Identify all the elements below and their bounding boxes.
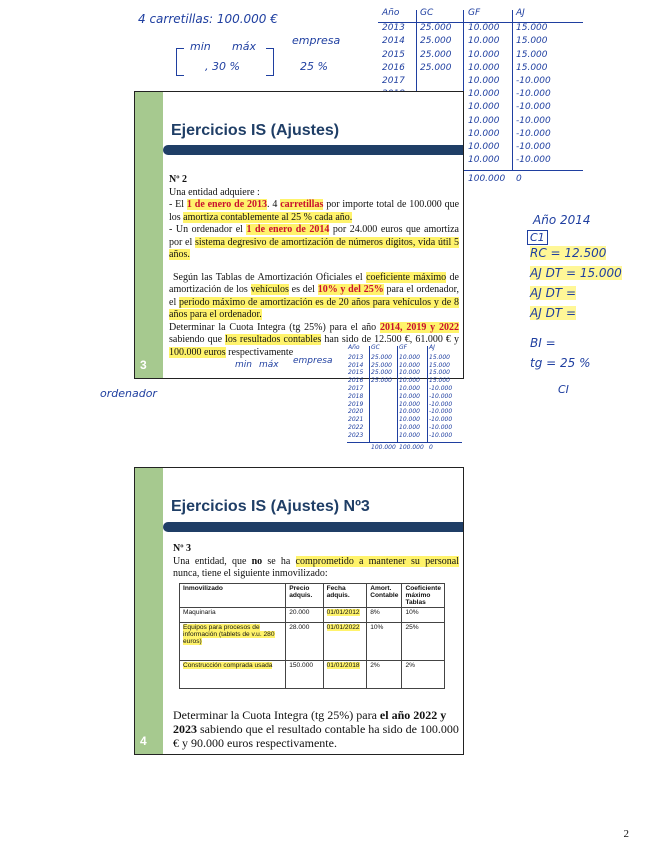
hw-max-label: máx bbox=[232, 40, 256, 53]
table-cell: 2% bbox=[367, 661, 402, 689]
hw-table-cell: -10.000 bbox=[516, 155, 551, 166]
table-header: Inmovilizado bbox=[180, 584, 286, 608]
table-cell: 150.000 bbox=[286, 661, 323, 689]
hw-table-cell: 15.000 bbox=[516, 62, 548, 73]
hw-table-cell: 15.000 bbox=[429, 361, 450, 369]
hw-table-header: AJ bbox=[516, 8, 525, 18]
hw-table-cell: 10.000 bbox=[399, 416, 420, 424]
hw-table-cell: 2016 bbox=[348, 377, 364, 385]
table-row bbox=[180, 623, 445, 661]
hw-table-cell: 10.000 bbox=[468, 62, 500, 73]
hw-table-cell: -10.000 bbox=[516, 115, 551, 126]
table-cell: Equipos para procesos de información (tablets de v.u. 280 euros) bbox=[180, 623, 286, 661]
bullet-carretillas: - El 1 de enero de 2013. 4 carretillas por importe total de 100.000 que los amortiza contablemente al 25 % cada año. bbox=[169, 199, 460, 223]
slide4-intro bbox=[173, 543, 459, 581]
hw-carretillas-header: 4 carretillas: 100.000 € bbox=[138, 12, 278, 26]
hw-bracket-right bbox=[266, 48, 274, 76]
hw-table-cell: 15.000 bbox=[429, 353, 450, 361]
slide-title-bar bbox=[163, 145, 463, 155]
hw-table-total: 0 bbox=[516, 174, 522, 184]
hw-table-cell: 10.000 bbox=[468, 155, 500, 166]
hw-range-value: , 30 % bbox=[205, 60, 240, 73]
hw-table-cell: 10.000 bbox=[468, 115, 500, 126]
hw-table-cell: 2015 bbox=[382, 49, 405, 60]
hw-side-line: AJ DT = bbox=[530, 286, 577, 300]
hw-side-line: tg = 25 % bbox=[530, 356, 591, 370]
hw-table-cell: 25.000 bbox=[371, 361, 392, 369]
hw-small-col-line-1 bbox=[369, 346, 370, 442]
table-cell: 8% bbox=[367, 608, 402, 623]
hw-table-cell: 10.000 bbox=[399, 353, 420, 361]
hw-empresa-label: empresa bbox=[292, 34, 341, 47]
hw-min-label: min bbox=[190, 40, 211, 53]
hw-small-empresa: empresa bbox=[293, 356, 333, 366]
hw-table-cell: 10.000 bbox=[468, 142, 500, 152]
hw-table-cell: 15.000 bbox=[516, 23, 548, 34]
hw-side-title: Año 2014 bbox=[533, 213, 591, 227]
hw-table-cell: 2013 bbox=[348, 353, 364, 361]
hw-table-header: GC bbox=[371, 344, 380, 351]
hw-table-total: 100.000 bbox=[399, 444, 424, 451]
hw-table-cell: 10.000 bbox=[468, 89, 500, 100]
hw-table-total: 100.000 bbox=[468, 174, 506, 184]
hw-table-cell: -10.000 bbox=[429, 392, 453, 400]
hw-table-cell: -10.000 bbox=[429, 416, 453, 424]
hw-table-cell: 2023 bbox=[348, 431, 364, 439]
hw-table-cell: 25.000 bbox=[420, 36, 452, 47]
page-number: 2 bbox=[623, 828, 629, 840]
hw-table-cell: 10.000 bbox=[468, 49, 500, 60]
hw-table-header: GF bbox=[399, 344, 408, 351]
slide-side-band bbox=[135, 468, 163, 754]
table-cell: 01/01/2022 bbox=[323, 623, 367, 661]
table-header: Amort. Contable bbox=[367, 584, 402, 608]
table-cell: 10% bbox=[367, 623, 402, 661]
slide-4 bbox=[134, 467, 464, 755]
paragraph-determinar: Determinar la Cuota Integra (tg 25%) para el año 2014, 2019 y 2022 sabiendo que los resultados contables han sido de 12.500 €, 61.000 € y 100.000 euros respectivamente bbox=[169, 321, 460, 358]
hw-table-cell: 10.000 bbox=[399, 361, 420, 369]
hw-table-cell: -10.000 bbox=[516, 76, 551, 86]
hw-table-cell: 10.000 bbox=[399, 392, 420, 400]
hw-empresa-value: 25 % bbox=[300, 60, 328, 73]
table-cell: Maquinaria bbox=[180, 608, 286, 623]
hw-table-cell: 10.000 bbox=[468, 128, 500, 139]
hw-table-cell: 2016 bbox=[382, 62, 405, 73]
hw-table-cell: 2021 bbox=[348, 416, 364, 424]
table-cell: 01/01/2018 bbox=[323, 661, 367, 689]
exercise-intro: Una entidad, que no se ha comprometido a mantener su personal nunca, tiene el siguiente inmovilizado: bbox=[173, 555, 459, 579]
table-row bbox=[180, 661, 445, 689]
hw-table-col-line-3 bbox=[512, 10, 513, 170]
hw-table-cell: 2017 bbox=[348, 385, 364, 392]
slide-side-band bbox=[135, 92, 163, 378]
hw-table-cell: 25.000 bbox=[371, 369, 392, 377]
exercise-intro: Una entidad adquiere : bbox=[169, 186, 260, 198]
hw-table-header: Año bbox=[348, 344, 360, 351]
hw-small-min: min bbox=[235, 360, 252, 370]
hw-table-cell: 10.000 bbox=[468, 102, 500, 113]
hw-table-cell: 10.000 bbox=[399, 431, 420, 439]
hw-table-cell: 2013 bbox=[382, 23, 405, 34]
hw-table-cell: 15.000 bbox=[516, 49, 548, 60]
hw-side-line: AJ DT = bbox=[530, 306, 577, 320]
hw-table-cell: 10.000 bbox=[468, 36, 500, 47]
slide-number: 4 bbox=[140, 734, 147, 748]
hw-table-cell: 15.000 bbox=[429, 377, 450, 385]
slide3-content bbox=[169, 174, 459, 359]
hw-table-cell: 2019 bbox=[348, 400, 364, 408]
hw-table-cell: 25.000 bbox=[420, 62, 452, 73]
hw-table-cell: 25.000 bbox=[420, 23, 452, 34]
hw-table-header: GF bbox=[468, 8, 481, 18]
table-cell: 01/01/2012 bbox=[323, 608, 367, 623]
hw-table-cell: -10.000 bbox=[429, 400, 453, 408]
table-cell: 28.000 bbox=[286, 623, 323, 661]
table-cell: 10% bbox=[402, 608, 445, 623]
slide-title-bar bbox=[163, 522, 463, 532]
hw-table-cell: 25.000 bbox=[371, 353, 392, 361]
hw-table-cell: 2015 bbox=[348, 369, 364, 377]
hw-table-cell: -10.000 bbox=[429, 431, 453, 439]
hw-table-cell: 10.000 bbox=[468, 23, 500, 34]
hw-table-cell: 2020 bbox=[348, 408, 364, 416]
hw-small-max: máx bbox=[259, 360, 279, 370]
hw-side-line: RC = 12.500 bbox=[530, 246, 607, 260]
hw-table-total: 0 bbox=[429, 444, 433, 451]
hw-small-total-line bbox=[347, 442, 462, 443]
hw-table-cell: 2018 bbox=[348, 392, 364, 400]
hw-table-cell: 10.000 bbox=[399, 377, 420, 385]
paragraph-tablas: Según las Tablas de Amortización Oficiales el coeficiente máximo de amortización de los vehículos es del 10% y del 25% para el ordenador, el periodo máximo de amortización es de 20 años para vehículos y de 8 años para el ordenador. bbox=[169, 271, 460, 320]
table-cell: Construcción comprada usada bbox=[180, 661, 286, 689]
slide-title: Ejercicios IS (Ajustes) Nº3 bbox=[171, 498, 370, 515]
hw-small-col-line-2 bbox=[397, 346, 398, 442]
hw-table-cell: 15.000 bbox=[516, 36, 548, 47]
hw-table-cell: 25.000 bbox=[420, 49, 452, 60]
hw-ordenador-label: ordenador bbox=[100, 387, 157, 400]
hw-side-box: C1 bbox=[527, 230, 548, 245]
table-cell: 25% bbox=[402, 623, 445, 661]
hw-table-cell: 10.000 bbox=[399, 385, 420, 392]
hw-table-cell: -10.000 bbox=[516, 102, 551, 113]
slide-number: 3 bbox=[140, 358, 147, 372]
hw-table-cell: -10.000 bbox=[516, 142, 551, 152]
hw-ci-label: CI bbox=[558, 383, 569, 396]
hw-table-cell: 2014 bbox=[348, 361, 364, 369]
hw-table-cell: 10.000 bbox=[399, 400, 420, 408]
slide-3 bbox=[134, 91, 464, 379]
hw-table-cell: 2017 bbox=[382, 76, 405, 86]
table-header: Coeficiente máximo Tablas bbox=[402, 584, 445, 608]
bullet-ordenador: - Un ordenador el 1 de enero de 2014 por 24.000 euros que amortiza por el sistema degresivo de amortización de números dígitos, vida útil 5 años. bbox=[169, 224, 459, 260]
slide-title: Ejercicios IS (Ajustes) bbox=[171, 122, 340, 139]
hw-table-cell: -10.000 bbox=[516, 128, 551, 139]
hw-side-line: BI = bbox=[530, 336, 556, 350]
hw-table-header: Año bbox=[382, 8, 400, 18]
hw-table-cell: 2014 bbox=[382, 36, 405, 47]
hw-table-cell: 10.000 bbox=[468, 76, 500, 86]
inmovilizado-table bbox=[179, 583, 445, 689]
exercise-heading: Nº 2 bbox=[169, 174, 188, 185]
hw-table-cell: 25.000 bbox=[371, 377, 392, 385]
table-cell: 20.000 bbox=[286, 608, 323, 623]
hw-table-cell: -10.000 bbox=[429, 424, 453, 431]
hw-table-cell: -10.000 bbox=[429, 408, 453, 416]
hw-side-line: AJ DT = 15.000 bbox=[530, 266, 622, 280]
hw-table-cell: -10.000 bbox=[516, 89, 551, 100]
hw-table-cell: 10.000 bbox=[399, 369, 420, 377]
hw-table-cell: -10.000 bbox=[429, 385, 453, 392]
hw-table-cell: 2022 bbox=[348, 424, 364, 431]
hw-bracket-left bbox=[176, 48, 184, 76]
table-header: Fecha adquis. bbox=[323, 584, 367, 608]
hw-small-col-line-3 bbox=[427, 346, 428, 442]
hw-table-header: GC bbox=[420, 8, 434, 18]
hw-table-cell: 15.000 bbox=[429, 369, 450, 377]
slide4-question: Determinar la Cuota Integra (tg 25%) para el año 2022 y 2023 sabiendo que el resultado contable ha sido de 100.000 € y 90.000 euros respectivamente. bbox=[173, 708, 459, 750]
table-header: Precio adquis. bbox=[286, 584, 323, 608]
hw-table-total: 100.000 bbox=[371, 444, 396, 451]
hw-table-cell: 10.000 bbox=[399, 408, 420, 416]
table-row bbox=[180, 608, 445, 623]
table-header-row bbox=[180, 584, 445, 608]
table-cell: 2% bbox=[402, 661, 445, 689]
hw-small-table bbox=[347, 346, 467, 456]
hw-table-cell: 10.000 bbox=[399, 424, 420, 431]
exercise-heading: Nº 3 bbox=[173, 543, 192, 554]
hw-table-header: AJ bbox=[429, 344, 435, 351]
